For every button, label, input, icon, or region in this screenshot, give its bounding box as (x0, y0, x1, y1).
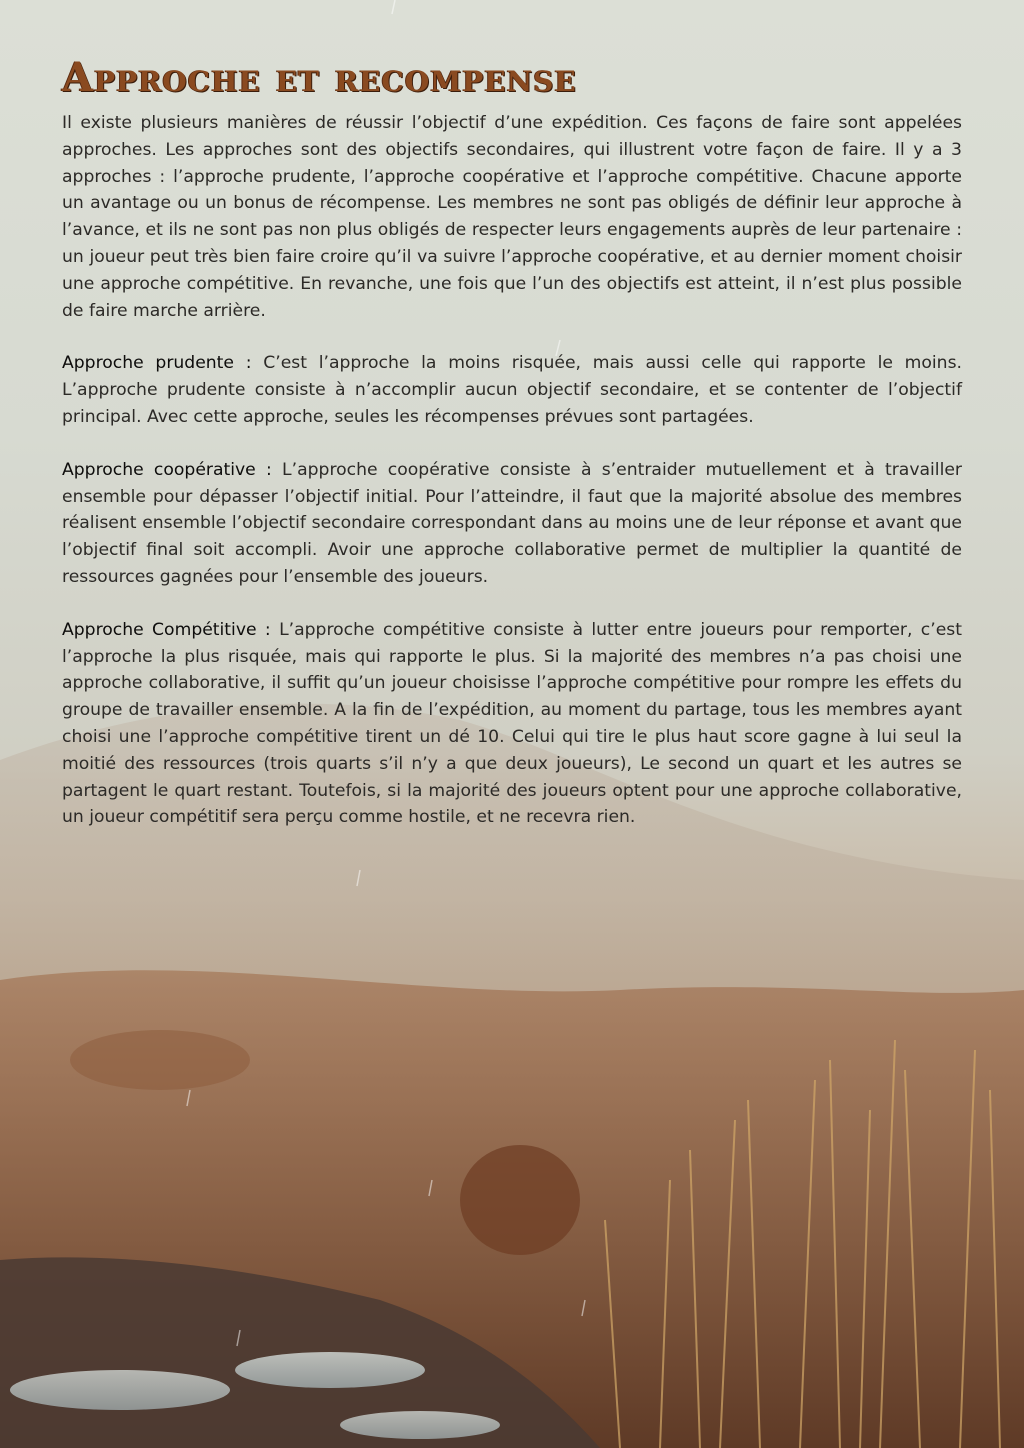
section-prudente-label: Approche prudente : (62, 353, 252, 374)
section-competitive-label: Approche Compétitive : (62, 619, 271, 640)
article-content (62, 56, 962, 857)
section-prudente (62, 350, 962, 430)
section-cooperative (62, 457, 962, 591)
section-competitive (62, 617, 962, 831)
section-cooperative-label: Approche coopérative : (62, 459, 272, 480)
section-cooperative-text: L’approche coopérative consiste à s’entraider mutuellement et à travailler ensemble pour dépasser l’objectif initial. Pour l’atteindre, il faut que la majorité absolue des membres réalisent ensemble l’objectif secondaire correspondant dans au moins une de leur réponse et avant que l’objectif final soit accompli. Avoir une approche collaborative permet de multiplier la quantité de ressources gagnées pour l’ensemble des joueurs. (62, 459, 962, 587)
page-title: Approche et recompense (62, 54, 577, 101)
section-competitive-text: L’approche compétitive consiste à lutter entre joueurs pour remporter, c’est l’approche la plus risquée, mais qui rapporte le plus. Si la majorité des membres n’a pas choisi une approche collaborative, il suffit qu’un joueur choisisse l’approche compétitive pour rompre les effets du groupe de travailler ensemble. A la fin de l’expédition, au moment du partage, tous les membres ayant choisi une l’approche compétitive tirent un dé 10. Celui qui tire le plus haut score gagne à lui seul la moitié des ressources (trois quarts s’il n’y a que deux joueurs), Le second un quart et les autres se partagent le quart restant. Toutefois, si la majorité des joueurs optent pour une approche collaborative, un joueur compétitif sera perçu comme hostile, et ne recevra rien. (62, 619, 962, 828)
intro-paragraph: Il existe plusieurs manières de réussir l’objectif d’une expédition. Ces façons de faire sont appelées approches. Les approches sont des objectifs secondaires, qui illustrent votre façon de faire. Il y a 3 approches : l’approche prudente, l’approche coopérative et l’approche compétitive. Chacune apporte un avantage ou un bonus de récompense. Les membres ne sont pas obligés de définir leur approche à l’avance, et ils ne sont pas non plus obligés de respecter leurs engagements auprès de leur partenaire : un joueur peut très bien faire croire qu’il va suivre l’approche coopérative, et au dernier moment choisir une approche compétitive. En revanche, une fois que l’un des objectifs est atteint, il n’est plus possible de faire marche arrière. (62, 113, 962, 321)
section-prudente-text: C’est l’approche la moins risquée, mais aussi celle qui rapporte le moins. L’approche prudente consiste à n’accomplir aucun objectif secondaire, et se contenter de l’objectif principal. Avec cette approche, seules les récompenses prévues sont partagées. (62, 353, 962, 427)
